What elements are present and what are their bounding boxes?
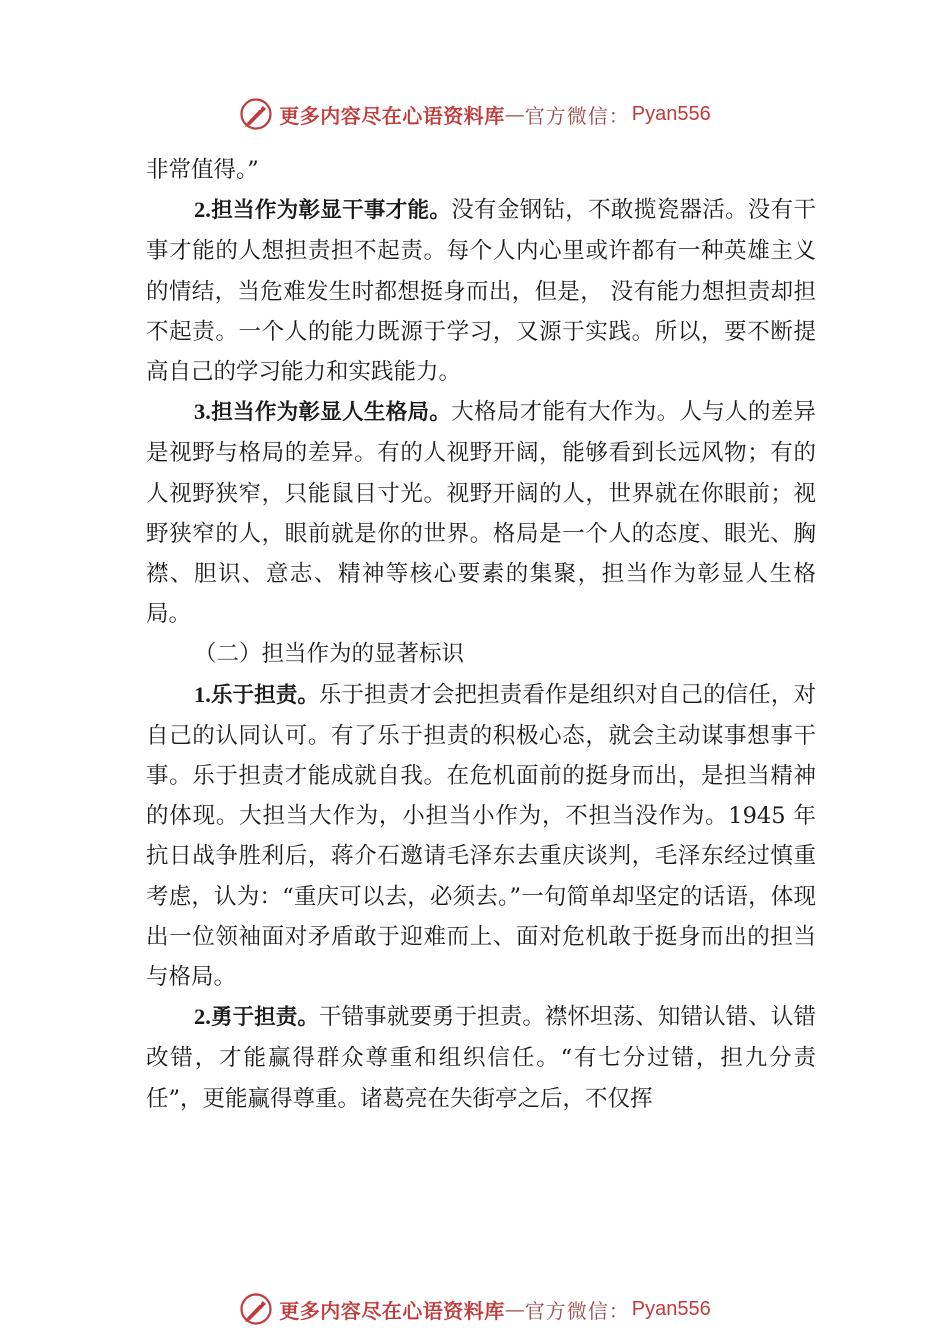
- header-watermark: [0, 94, 950, 134]
- watermark-separator: —: [504, 102, 525, 126]
- watermark-label: 官方微信：: [524, 103, 630, 128]
- paragraph: [146, 190, 816, 392]
- watermark-main-text: 更多内容尽在心语资料库: [279, 103, 505, 128]
- paragraph-lead-heading: 勇于担责。: [210, 1005, 319, 1031]
- paragraph-text: （二）担当作为的显著标识: [194, 641, 465, 668]
- paragraph-text: 没有金钢钻，不敢揽瓷器活。没有干事才能的人想担责担不起责。每个人内心里或许都有一种英雄主义的情结，当危难发生时都想挺身而出，但是， 没有能力想担责却担不起责。一个人的能力既源于学习，又源于实践。所以，要不断提高自己的学习能力和实践能力。: [146, 197, 816, 386]
- paragraph-lead-heading: 担当作为彰显人生格局。: [210, 400, 452, 426]
- watermark-wechat-id: Pyan556: [631, 1297, 711, 1320]
- paragraph-lead-number: 1.: [194, 681, 211, 707]
- paragraph-text: 干错事就要勇于担责。襟怀坦荡、知错认错、认错改错，才能赢得群众尊重和组织信任。“有七分过错，担九分责任”，更能赢得尊重。诸葛亮在失街亭之后，不仅挥: [146, 1004, 816, 1112]
- paragraph-lead-number: 2.: [194, 1004, 211, 1030]
- paragraph-text: 大格局才能有大作为。人与人的差异是视野与格局的差异。有的人视野开阔，能够看到长远风物；有的人视野狭窄，只能鼠目寸光。视野开阔的人，世界就在你眼前；视野狭窄的人，眼前就是你的世界。格局是一个人的态度、眼光、胸襟、胆识、意志、精神等核心要素的集聚，担当作为彰显人生格局。: [146, 399, 816, 628]
- watermark-wechat-id: Pyan556: [631, 102, 711, 125]
- paragraph: [146, 675, 816, 998]
- quill-logo-icon: [239, 97, 273, 131]
- paragraph: [146, 392, 816, 634]
- watermark-main-text: 更多内容尽在心语资料库: [279, 1298, 505, 1323]
- document-body: [146, 150, 816, 1119]
- paragraph: [146, 997, 816, 1119]
- paragraph-text: 非常值得。”: [146, 157, 259, 183]
- paragraph-lead-heading: 乐于担责。: [210, 682, 319, 708]
- paragraph-lead-heading: 担当作为彰显干事才能。: [210, 198, 452, 224]
- paragraph: [146, 150, 816, 190]
- paragraph-lead-number: 3.: [194, 399, 211, 425]
- quill-logo-icon: [239, 1292, 273, 1326]
- paragraph-lead-number: 2.: [194, 197, 211, 223]
- paragraph-text: 乐于担责才会把担责看作是组织对自己的信任，对自己的认同认可。有了乐于担责的积极心态，就会主动谋事想事干事。乐于担责才能成就自我。在危机面前的挺身而出，是担当精神的体现。大担当大作为，小担当小作为，不担当没作为。1945 年抗日战争胜利后，蒋介石邀请毛泽东去重庆谈判，毛泽东经过慎重考虑，认为：“重庆可以去，必须去。”一句简单却坚定的话语，体现出一位领袖面对矛盾敢于迎难而上、面对危机敢于挺身而出的担当与格局。: [146, 681, 816, 991]
- watermark-label: 官方微信：: [524, 1298, 630, 1323]
- footer-watermark: [0, 1289, 950, 1329]
- section-subheading: [146, 634, 816, 674]
- watermark-separator: —: [504, 1297, 525, 1321]
